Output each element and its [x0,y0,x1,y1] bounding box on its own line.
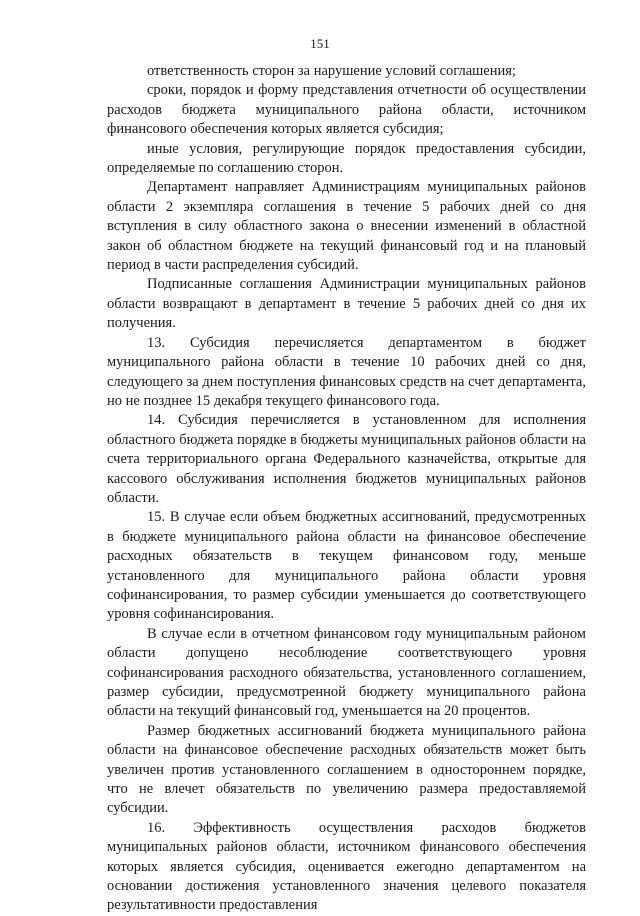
paragraph-cofinancing-breach: В случае если в отчетном финансовом году муниципальным районом области допущено несоблюдение соответствующего уровня софинансирования расходного обязательства, установленного соглашением, размер субсидии, предусмотренной бюджету муниципального района области на текущий финансовый год, уменьшается на 20 процентов. [107,625,586,720]
paragraph-item-13: 13. Субсидия перечисляется департаментом в бюджет муниципального района области в течение 10 рабочих дней со дня, следующего за днем поступления финансовых средств на счет департамента, но не позднее 15 декабря текущего финансового года. [107,334,586,409]
paragraph-reporting-terms: сроки, порядок и форму представления отчетности об осуществлении расходов бюджета муниципального района области, источником финансового обеспечения которых является субсидия; [107,82,586,138]
paragraph-budget-increase: Размер бюджетных ассигнований бюджета муниципального района области на финансовое обеспечение расходных обязательств может быть увеличен против установленного соглашением в одностороннем порядке, что не влечет обязательств по увеличению размера предоставляемой субсидии. [107,722,586,817]
document-body [107,62,586,916]
paragraph-item-15: 15. В случае если объем бюджетных ассигнований, предусмотренных в бюджете муниципального района области на финансовое обеспечение расходных обязательств в текущем финансовом году, меньше установленного для муниципального района области уровня софинансирования, то размер субсидии уменьшается до соответствующего уровня софинансирования. [107,509,586,623]
paragraph-responsibility: ответственность сторон за нарушение условий соглашения; [147,63,516,79]
paragraph-signed-agreements: Подписанные соглашения Администрации муниципальных районов области возвращают в департамент в течение 5 рабочих дней со дня их получения. [107,276,586,332]
paragraph-item-16: 16. Эффективность осуществления расходов бюджетов муниципальных районов области, источником финансового обеспечения которых является субсидия, оценивается ежегодно департаментом на основании достижения установленного значения целевого показателя результативности предоставления [107,819,586,914]
paragraph-department-sends: Департамент направляет Администрациям муниципальных районов области 2 экземпляра соглашения в течение 5 рабочих дней со дня вступления в силу областного закона о внесении изменений в областной закон об областном бюджете на текущий финансовый год и на плановый период в части распределения субсидий. [107,179,586,274]
paragraph-other-conditions: иные условия, регулирующие порядок предоставления субсидии, определяемые по соглашению сторон. [107,140,586,177]
paragraph-item-14: 14. Субсидия перечисляется в установленном для исполнения областного бюджета порядке в бюджеты муниципальных районов области на счета территориального органа Федерального казначейства, открытые для кассового обслуживания исполнения бюджетов муниципальных районов области. [107,412,586,506]
page-number: 151 [310,36,330,51]
